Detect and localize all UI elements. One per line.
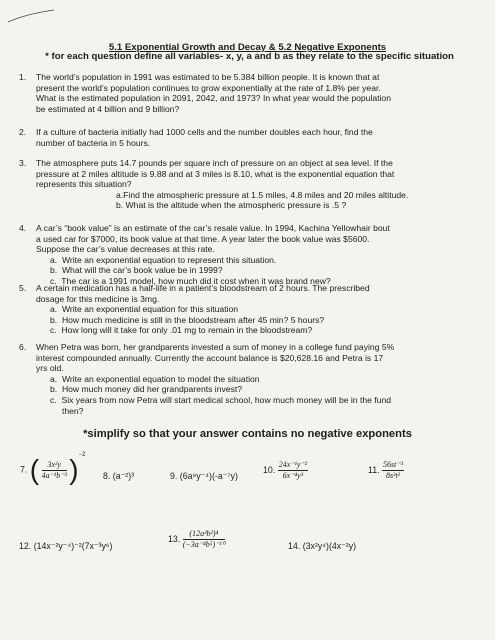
sub-question: a. Write an exponential equation to model the situation bbox=[50, 373, 260, 384]
exercise-number: 13. bbox=[168, 533, 181, 544]
question-text-line: When Petra was born, her grandparents invested a sum of money in a college fund paying 5% bbox=[36, 342, 395, 352]
sub-question: b. What is the altitude when the atmospheric pressure is .5 ? bbox=[116, 200, 347, 211]
question-text-line: represents this situation? bbox=[36, 179, 132, 190]
question-text-line: A car’s “book value” is an estimate of the car’s resale value. In 1994, Kachina Yellowhair bout bbox=[36, 223, 390, 233]
open-paren: ( bbox=[29, 454, 40, 485]
exercise-11 bbox=[368, 460, 404, 481]
question-text-line: pressure at 2 miles altitude is 9.88 and at 3 miles is 8.10, what is the exponential equation that bbox=[36, 168, 395, 179]
question-text-line: The atmosphere puts 14.7 pounds per square inch of pressure on an object at sea level. If the bbox=[36, 158, 393, 168]
worksheet-instructions: * for each question define all variables- x, y, a and b as they relate to the specific situation bbox=[45, 51, 454, 62]
denominator: 8s³t² bbox=[385, 471, 401, 480]
expression: (14x⁻²y⁻⁴)⁻²(7x⁻³y⁶) bbox=[33, 541, 113, 551]
numerator: 3x²y bbox=[42, 460, 67, 471]
question-5 bbox=[19, 283, 476, 336]
question-number: 6. bbox=[19, 342, 27, 352]
exercise-number: 12. bbox=[19, 541, 32, 551]
pen-mark bbox=[6, 6, 66, 26]
question-1 bbox=[19, 72, 476, 114]
sub-question: b. How much medicine is still in the bloodstream after 45 min? 5 hours? bbox=[50, 314, 325, 325]
exercise-13 bbox=[168, 529, 225, 550]
question-2 bbox=[19, 127, 476, 148]
simplify-heading: *simplify so that your answer contains no negative exponents bbox=[83, 428, 412, 440]
question-number: 2. bbox=[19, 127, 27, 137]
question-text-line: dosage for this medicine is 3mg. bbox=[36, 293, 160, 304]
exercise-number: 14. bbox=[288, 541, 301, 551]
exercise-12 bbox=[19, 541, 112, 552]
fraction bbox=[382, 460, 404, 481]
close-paren: ) bbox=[69, 454, 79, 485]
question-text-line: The world’s population in 1991 was estimated to be 5.384 billion people. It is known that at bbox=[36, 72, 380, 82]
question-text-line: number of bacteria in 5 hours. bbox=[36, 137, 151, 148]
exercise-9 bbox=[170, 471, 238, 482]
numerator: 24x⁻¹y⁻² bbox=[278, 460, 308, 469]
sub-question: a. Write an exponential equation for this situation bbox=[50, 304, 239, 315]
question-text-line: yrs old. bbox=[36, 363, 64, 374]
exercise-number: 11. bbox=[368, 464, 380, 475]
exercise-number: 10. bbox=[263, 464, 276, 475]
question-number: 3. bbox=[19, 158, 27, 168]
denominator: (−3a⁻⁴b⁵)⁻¹⁰ bbox=[182, 540, 226, 549]
exercise-10 bbox=[263, 460, 308, 481]
question-text-line: If a culture of bacteria initially had 1000 cells and the number doubles each hour, find the bbox=[36, 127, 373, 137]
question-6 bbox=[19, 342, 476, 416]
sub-question: a.Find the atmospheric pressure at 1.5 miles, 4.8 miles and 20 miles altitude. bbox=[116, 189, 409, 200]
exercise-14 bbox=[288, 541, 356, 552]
denominator: 6x⁻⁴y³ bbox=[282, 471, 304, 480]
question-text-line: Suppose the car’s value decreases at this rate. bbox=[36, 244, 215, 255]
expression: (6a⁸y⁻⁴)(-a⁻⁷y) bbox=[179, 471, 238, 481]
question-text-line: A certain medication has a half-life in a patient’s bloodstream of 2 hours. The prescribed bbox=[36, 283, 370, 293]
question-number: 4. bbox=[19, 223, 27, 233]
denominator: 4a⁻¹b⁻³ bbox=[41, 470, 67, 480]
exercise-number: 9. bbox=[170, 471, 178, 481]
question-number: 1. bbox=[19, 72, 27, 82]
expression: (3x²y⁴)(4x⁻²y) bbox=[302, 541, 357, 551]
question-4 bbox=[19, 223, 476, 287]
exercise-8 bbox=[103, 471, 134, 482]
fraction bbox=[278, 460, 308, 481]
fraction bbox=[183, 529, 225, 550]
numerator: 56st⁻³ bbox=[383, 460, 403, 469]
sub-question: then? bbox=[50, 405, 84, 416]
question-text-line: interest compounded annually. Currently the account balance is $20,628.16 and Petra is 17 bbox=[36, 352, 384, 363]
exercise-number: 8. bbox=[103, 471, 111, 481]
numerator: (12a³b²)⁴ bbox=[183, 529, 225, 540]
question-text-line: be estimated at 4 billion and 9 billion? bbox=[36, 103, 180, 114]
expression: (a⁻²)³ bbox=[112, 471, 135, 481]
question-number: 5. bbox=[19, 283, 27, 293]
sub-question: b. How much money did her grandparents invest? bbox=[50, 384, 243, 395]
question-text-line: What is the estimated population in 2091, 2042, and 1973? In what year would the population bbox=[36, 93, 391, 104]
exercise-7 bbox=[20, 452, 86, 485]
sub-question: a. Write an exponential equation to represent this situation. bbox=[50, 254, 277, 265]
outer-exponent: −2 bbox=[78, 452, 86, 459]
fraction bbox=[42, 460, 67, 481]
sub-question: b. What will the car’s book value be in 1999? bbox=[50, 265, 223, 276]
sub-question: c. Six years from now Petra will start medical school, how much money will be in the fund bbox=[50, 394, 392, 405]
question-3 bbox=[19, 158, 476, 211]
worksheet-title: 5.1 Exponential Growth and Decay & 5.2 Negative Exponents bbox=[108, 42, 387, 53]
question-text-line: a used car for $7000, its book value at that time. A year later the book value was $5600. bbox=[36, 233, 370, 244]
question-text-line: present the world’s population continues to grow exponentially at the rate of 1.8% per year. bbox=[36, 82, 381, 93]
sub-question: c. The car is a 1991 model, how much did it cost when it was brand new? bbox=[50, 275, 331, 286]
sub-question: c. How long will it take for only .01 mg to remain in the bloodstream? bbox=[50, 325, 313, 336]
exercise-number: 7. bbox=[20, 464, 28, 475]
